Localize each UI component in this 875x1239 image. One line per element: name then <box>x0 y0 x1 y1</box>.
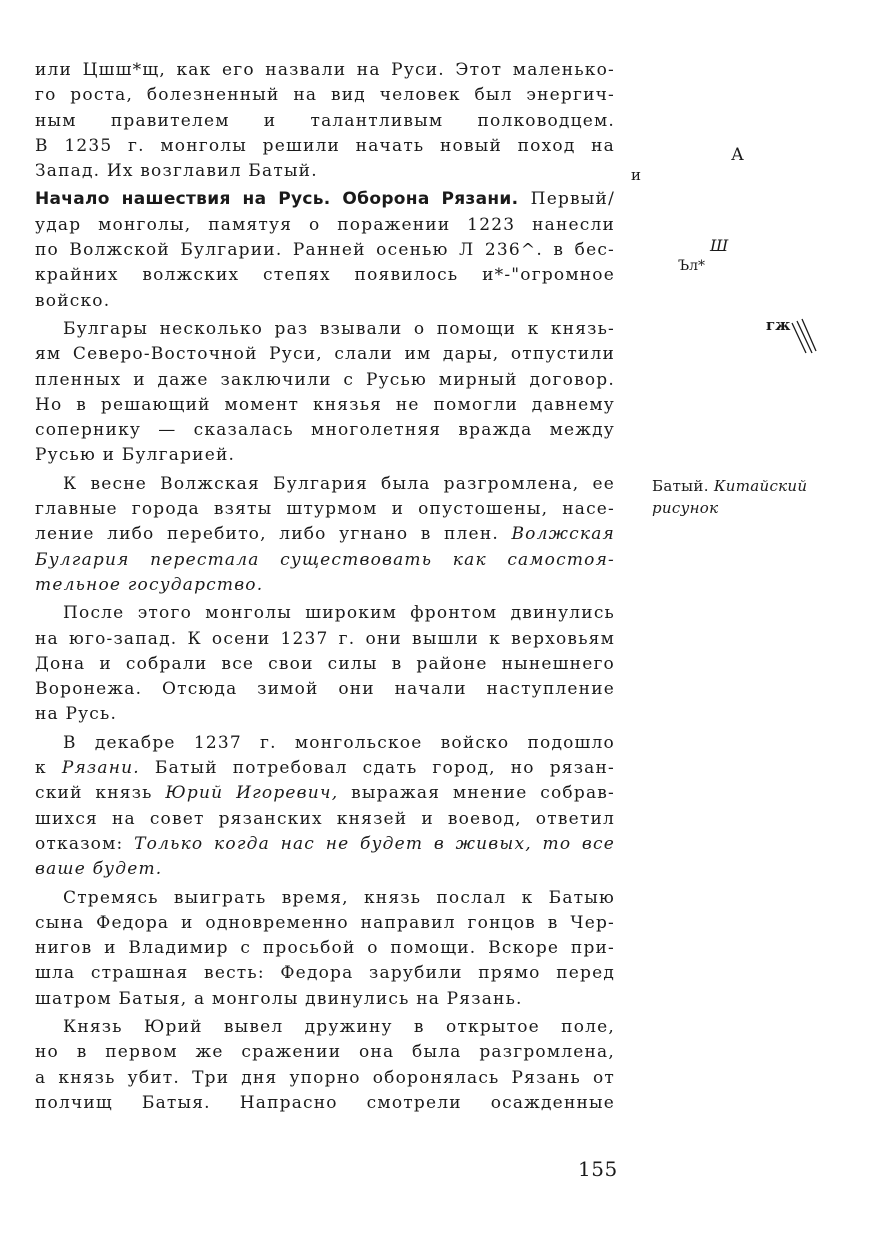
text-line: ным правителем и талантливым полководцем. <box>35 110 615 131</box>
text-line: После этого монголы широким фронтом двинулись <box>63 603 615 624</box>
text-line: главные города взяты штурмом и опустошены, насе- <box>35 499 615 520</box>
text-line: нигов и Владимир с просьбой о помощи. Вскоре при- <box>35 938 615 959</box>
text-line: го роста, болезненный на вид человек был энергич- <box>35 85 615 106</box>
text-line: сопернику — сказалась многолетняя вражда между <box>35 420 615 441</box>
text-line: шла страшная весть: Федора зарубили прямо перед <box>35 963 615 984</box>
text-line: войско. <box>35 290 111 311</box>
italic-run: Только когда нас не будет в живых, то все <box>134 833 615 854</box>
text-line: К весне Волжская Булгария была разгромлена, ее <box>63 473 615 494</box>
text-line: тельное государство. <box>35 574 264 595</box>
margin-artifact: гж <box>766 316 791 334</box>
italic-run: Рязани. <box>61 758 140 779</box>
text-line: Запад. Их возглавил Батый. <box>35 161 318 182</box>
text-line: на юго-запад. К осени 1237 г. они вышли к верховьям <box>35 628 615 649</box>
text-line: по Волжской Булгарии. Ранней осенью Л 236^. в бес- <box>35 240 615 261</box>
caption-text: Батый. <box>652 477 714 495</box>
text-run: отказом: <box>35 833 135 854</box>
text-line: но в первом же сражении она была разгромлена, <box>35 1042 615 1063</box>
text-line: на Русь. <box>35 704 118 725</box>
text-line <box>35 832 615 857</box>
main-text-column <box>35 58 615 1116</box>
text-line: Дона и собрали все свои силы в районе нынешнего <box>35 653 615 674</box>
brush-stroke-icon <box>788 315 818 360</box>
section-heading: Начало нашествия на Русь. Оборона Рязани. <box>35 189 519 210</box>
text-line: Булгария перестала существовать как самостоя- <box>35 549 615 570</box>
text-line <box>35 781 615 806</box>
text-line: Русью и Булгарией. <box>35 445 236 466</box>
caption-italic-text: Китайский рисунок <box>652 477 808 517</box>
text-run: Первый/ <box>518 189 615 210</box>
text-line: полчищ Батыя. Напрасно смотрели осажденные <box>35 1092 615 1113</box>
margin-artifact: и <box>631 166 641 184</box>
text-line: Князь Юрий вывел дружину в открытое поле, <box>63 1016 615 1037</box>
text-line: или Цшш*щ, как его назвали на Руси. Этот маленько- <box>35 60 615 80</box>
text-line: ям Северо-Восточной Руси, слали им дары, отпустили <box>35 344 615 365</box>
text-line: сына Федора и одновременно направил гонцов в Чер- <box>35 912 615 933</box>
italic-run: Волжская <box>511 524 615 545</box>
text-line: крайних волжских степях появилось и*-"огромное <box>35 265 615 286</box>
figure-caption <box>652 475 852 519</box>
text-line: шихся на совет рязанских князей и воевод, ответил <box>35 808 615 829</box>
margin-artifact: А <box>731 145 744 165</box>
text-line <box>35 522 615 547</box>
text-line: шатром Батыя, а монголы двинулись на Рязань. <box>35 988 523 1009</box>
text-line: Но в решающий момент князья не помогли давнему <box>35 394 615 415</box>
margin-artifact: Ш <box>710 236 729 255</box>
text-run: ский князь <box>35 783 166 804</box>
text-line <box>35 187 615 212</box>
text-line: ваше будет. <box>35 859 163 880</box>
text-run: выражая мнение собрав- <box>338 783 615 804</box>
text-run: ление либо перебито, либо угнано в плен. <box>35 524 512 545</box>
page-number: 155 <box>578 1157 618 1181</box>
text-line: Булгары несколько раз взывали о помощи к князь- <box>63 318 615 339</box>
text-line: В декабре 1237 г. монгольское войско подошло <box>63 732 615 753</box>
text-line: удар монголы, памятуя о поражении 1223 нанесли <box>35 214 615 235</box>
text-line: В 1235 г. монголы решили начать новый поход на <box>35 135 615 156</box>
text-line: Стремясь выиграть время, князь послал к Батыю <box>63 887 615 908</box>
text-line: а князь убит. Три дня упорно оборонялась Рязань от <box>35 1067 615 1088</box>
text-run: к <box>35 758 62 779</box>
margin-artifact: Ъл* <box>678 258 706 274</box>
text-line: Воронежа. Отсюда зимой они начали наступление <box>35 679 615 700</box>
italic-run: Юрий Игоревич, <box>165 783 339 804</box>
text-run: Батый потребовал сдать город, но рязан- <box>139 758 615 779</box>
text-line <box>35 756 615 781</box>
text-line: пленных и даже заключили с Русью мирный договор. <box>35 369 615 390</box>
